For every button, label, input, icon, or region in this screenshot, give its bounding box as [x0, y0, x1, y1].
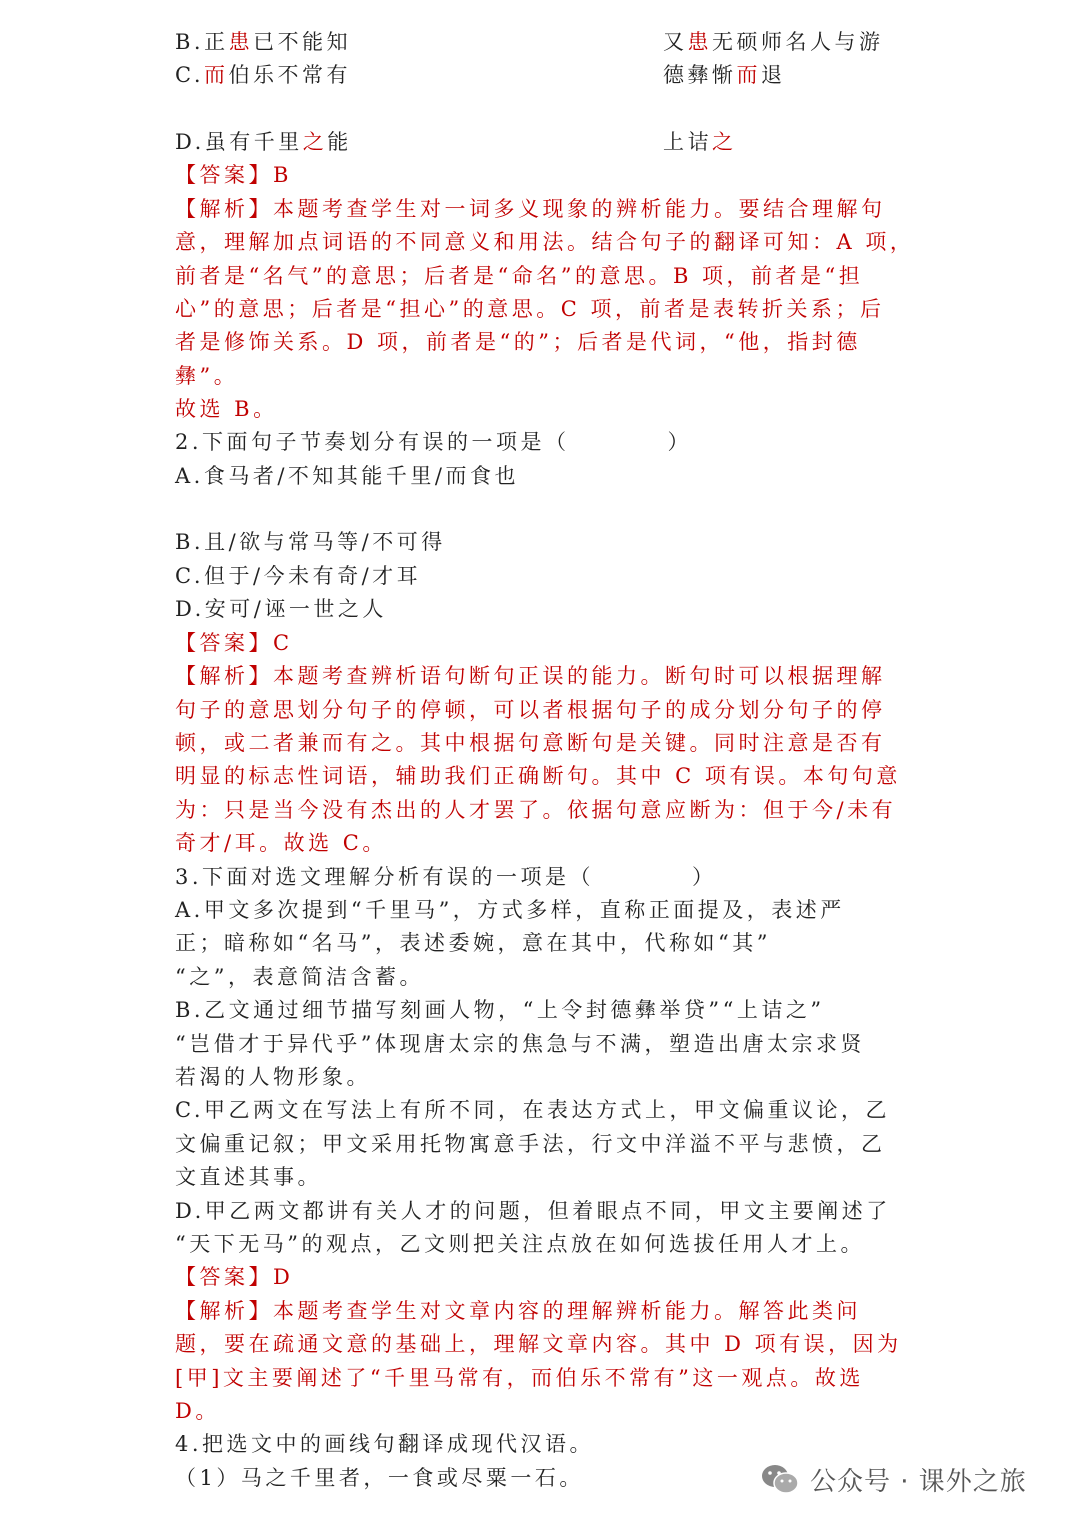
q3-analysis-line: [甲]文主要阐述了“千里马常有，而伯乐不常有”这一观点。故选: [175, 1366, 864, 1390]
q3-option-line: 正；暗称如“名马”，表述委婉，意在其中，代称如“其”: [175, 931, 771, 955]
q1-option-c-highlight: 而: [204, 63, 229, 87]
q1-option-b-right-text: 又: [663, 30, 688, 54]
q3-stem: 3.下面对选文理解分析有误的一项是（ ）: [175, 865, 717, 889]
q1-analysis-line: 心”的意思；后者是“担心”的意思。C 项，前者是表转折关系；后: [175, 297, 885, 321]
q1-answer: 【答案】B: [175, 163, 292, 187]
q3-option-line: C.甲乙两文在写法上有所不同，在表达方式上，甲文偏重议论，乙: [175, 1098, 890, 1122]
q2-option-b: B.且/欲与常马等/不可得: [175, 530, 446, 554]
q4-item-1: （1）马之千里者，一食或尽粟一石。: [175, 1466, 584, 1490]
q1-analysis-line: 彝”。: [175, 364, 239, 388]
q3-option-line: 文直述其事。: [175, 1165, 322, 1189]
q3-option-line: “天下无马”的观点，乙文则把关注点放在如何选拔任用人才上。: [175, 1232, 865, 1256]
q1-analysis-line: 前者是“名气”的意思；后者是“命名”的意思。B 项，前者是“担: [175, 264, 864, 288]
q3-option-line: B.乙文通过细节描写刻画人物，“上令封德彝举贷”“上诘之”: [175, 998, 825, 1022]
q2-analysis-line: 【解析】本题考查辨析语句断句正误的能力。断句时可以根据理解: [175, 664, 886, 688]
q1-option-c-right-highlight: 而: [736, 63, 761, 87]
q2-option-d: D.安可/诬一世之人: [175, 597, 387, 621]
q1-option-c-right: [663, 61, 786, 89]
q3-option-line: “之”，表意简洁含蓄。: [175, 965, 424, 989]
q1-option-c-right-text: 德彝惭: [663, 63, 737, 87]
wechat-icon: [760, 1462, 800, 1496]
q2-analysis-line: 奇才/耳。故选 C。: [175, 831, 387, 855]
q1-option-d-right: [663, 128, 737, 156]
q1-option-b-text: B.正: [175, 30, 229, 54]
q1-option-b-highlight: 患: [228, 30, 254, 54]
q2-analysis-line: 明显的标志性词语，辅助我们正确断句。其中 C 项有误。本句句意: [175, 764, 901, 788]
q4-stem: 4.把选文中的画线句翻译成现代汉语。: [175, 1432, 595, 1456]
q3-option-line: D.甲乙两文都讲有关人才的问题，但着眼点不同，甲文主要阐述了: [175, 1199, 891, 1223]
q3-option-line: 若渴的人物形象。: [175, 1065, 371, 1089]
q1-option-d-highlight: 之: [302, 130, 328, 154]
q3-option-line: 文偏重记叙；甲文采用托物寓意手法，行文中洋溢不平与悲愤，乙: [175, 1132, 886, 1156]
q2-stem: 2.下面句子节奏划分有误的一项是（ ）: [175, 430, 693, 454]
q2-analysis-line: 为：只是当今没有杰出的人才罢了。依据句意应断为：但于今/未有: [175, 798, 897, 822]
q3-analysis-line: 题，要在疏通文意的基础上，理解文章内容。其中 D 项有误，因为: [175, 1332, 902, 1356]
q2-option-a: A.食马者/不知其能千里/而食也: [175, 464, 519, 488]
q1-option-c-text: C.: [175, 63, 204, 87]
q3-answer: 【答案】D: [175, 1265, 294, 1289]
q1-option-c: [175, 61, 786, 89]
q1-option-d-text: D.虽有千里: [175, 130, 303, 154]
q1-analysis-line: 者是修饰关系。D 项，前者是“的”；后者是代词，“他，指封德: [175, 330, 861, 354]
q2-option-c: C.但于/今未有奇/才耳: [175, 564, 422, 588]
q1-analysis-line: 意，理解加点词语的不同意义和用法。结合句子的翻译可知：A 项，: [175, 230, 915, 254]
q1-analysis-line: 【解析】本题考查学生对一词多义现象的辨析能力。要结合理解句: [175, 197, 886, 221]
q1-option-b: [175, 28, 884, 56]
q1-option-d-right-text: 上诘: [663, 130, 712, 154]
q2-answer: 【答案】C: [175, 631, 293, 655]
q1-option-b-text-end: 已不能知: [253, 30, 352, 54]
q3-analysis-line: 【解析】本题考查学生对文章内容的理解辨析能力。解答此类问: [175, 1299, 861, 1323]
q3-option-line: “岂借才于异代乎”体现唐太宗的焦急与不满，塑造出唐太宗求贤: [175, 1032, 865, 1056]
watermark-text: 公众号 · 课外之旅: [810, 1466, 1027, 1497]
q2-analysis-line: 句子的意思划分句子的停顿，可以者根据句子的成分划分句子的停: [175, 698, 886, 722]
q1-option-b-right: [663, 28, 884, 56]
q1-option-c-text-end: 伯乐不常有: [228, 63, 351, 87]
q1-analysis-line: 故选 B。: [175, 397, 278, 421]
q1-option-b-right-text-end: 无硕师名人与游: [712, 30, 884, 54]
q1-option-d-right-highlight: 之: [712, 130, 737, 154]
q1-option-d-text-end: 能: [327, 130, 352, 154]
q3-option-line: A.甲文多次提到“千里马”，方式多样，直称正面提及，表述严: [175, 898, 845, 922]
q1-option-b-right-highlight: 患: [687, 30, 712, 54]
q1-option-c-right-text-end: 退: [761, 63, 786, 87]
watermark: [760, 1458, 1027, 1500]
q1-option-d: [175, 128, 737, 156]
q3-analysis-line: D。: [175, 1399, 220, 1423]
q2-analysis-line: 顿，或二者兼而有之。其中根据句意断句是关键。同时注意是否有: [175, 731, 886, 755]
